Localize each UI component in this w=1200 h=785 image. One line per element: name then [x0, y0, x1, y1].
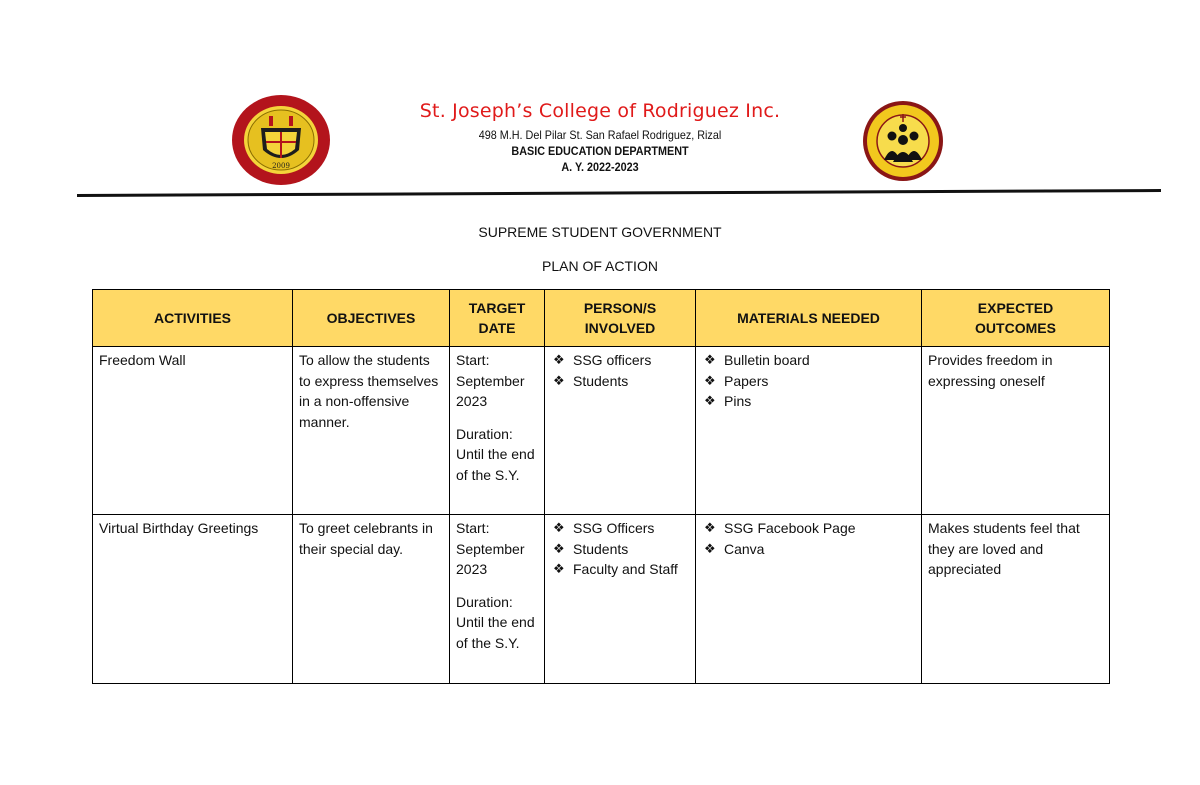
plan-of-action-table	[92, 289, 1110, 684]
school-name: St. Joseph’s College of Rodriguez Inc.	[419, 100, 781, 122]
activity-cell: Freedom Wall	[93, 347, 293, 515]
materials-cell	[696, 515, 922, 684]
list-item: ❖ Faculty and Staff	[573, 559, 689, 580]
diamond-bullet-icon: ❖	[704, 520, 716, 535]
table-header-row	[93, 290, 1110, 347]
list-item: ❖ Bulletin board	[724, 350, 915, 371]
diamond-bullet-icon: ❖	[704, 540, 716, 556]
header-objectives: OBJECTIVES	[293, 290, 450, 347]
academic-year: A. Y. 2022-2023	[561, 160, 639, 174]
list-item: ❖ SSG Officers	[573, 518, 689, 539]
list-item: ❖ Papers	[724, 371, 915, 392]
list-item: ❖ Students	[573, 539, 689, 560]
target-date-cell: Start: September 2023 Duration: Until the end of the S.Y.	[450, 515, 545, 684]
letterhead	[300, 100, 900, 174]
diamond-bullet-icon: ❖	[553, 372, 565, 388]
persons-cell	[545, 515, 696, 684]
outcome-cell: Makes students feel that they are loved and appreciated	[922, 515, 1110, 684]
table-row	[93, 515, 1110, 684]
list-item: ❖ Pins	[724, 391, 915, 412]
diamond-bullet-icon: ❖	[553, 561, 565, 576]
outcome-cell: Provides freedom in expressing oneself	[922, 347, 1110, 515]
table-row	[93, 347, 1110, 515]
header-target-date: TARGET DATE	[450, 290, 545, 347]
list-item: ❖ Students	[573, 371, 689, 392]
department-name: BASIC EDUCATION DEPARTMENT	[511, 144, 689, 158]
persons-cell	[545, 347, 696, 515]
objective-cell: To allow the students to express themselves in a non-offensive manner.	[293, 347, 450, 515]
header-divider	[77, 189, 1161, 197]
activity-cell: Virtual Birthday Greetings	[93, 515, 293, 684]
header-activities: ACTIVITIES	[93, 290, 293, 347]
document-title: PLAN OF ACTION	[542, 258, 658, 274]
ssg-seal-logo	[862, 100, 944, 182]
materials-cell	[696, 347, 922, 515]
list-item: ❖ SSG Facebook Page	[724, 518, 915, 539]
list-item: ❖ Canva	[724, 539, 915, 560]
diamond-bullet-icon: ❖	[553, 540, 565, 556]
header-materials-needed: MATERIALS NEEDED	[696, 290, 922, 347]
school-address: 498 M.H. Del Pilar St. San Rafael Rodriguez, Rizal	[478, 128, 722, 142]
svg-text:2009: 2009	[272, 162, 290, 170]
diamond-bullet-icon: ❖	[553, 352, 565, 367]
header-persons-involved: PERSON/S INVOLVED	[545, 290, 696, 347]
header-expected-outcomes: EXPECTED OUTCOMES	[922, 290, 1110, 347]
diamond-bullet-icon: ❖	[704, 393, 716, 408]
diamond-bullet-icon: ❖	[704, 352, 716, 367]
diamond-bullet-icon: ❖	[704, 372, 716, 388]
organization-title: SUPREME STUDENT GOVERNMENT	[478, 224, 722, 240]
diamond-bullet-icon: ❖	[553, 520, 565, 535]
list-item: ❖ SSG officers	[573, 350, 689, 371]
objective-cell: To greet celebrants in their special day.	[293, 515, 450, 684]
target-date-cell: Start: September 2023 Duration: Until the end of the S.Y.	[450, 347, 545, 515]
